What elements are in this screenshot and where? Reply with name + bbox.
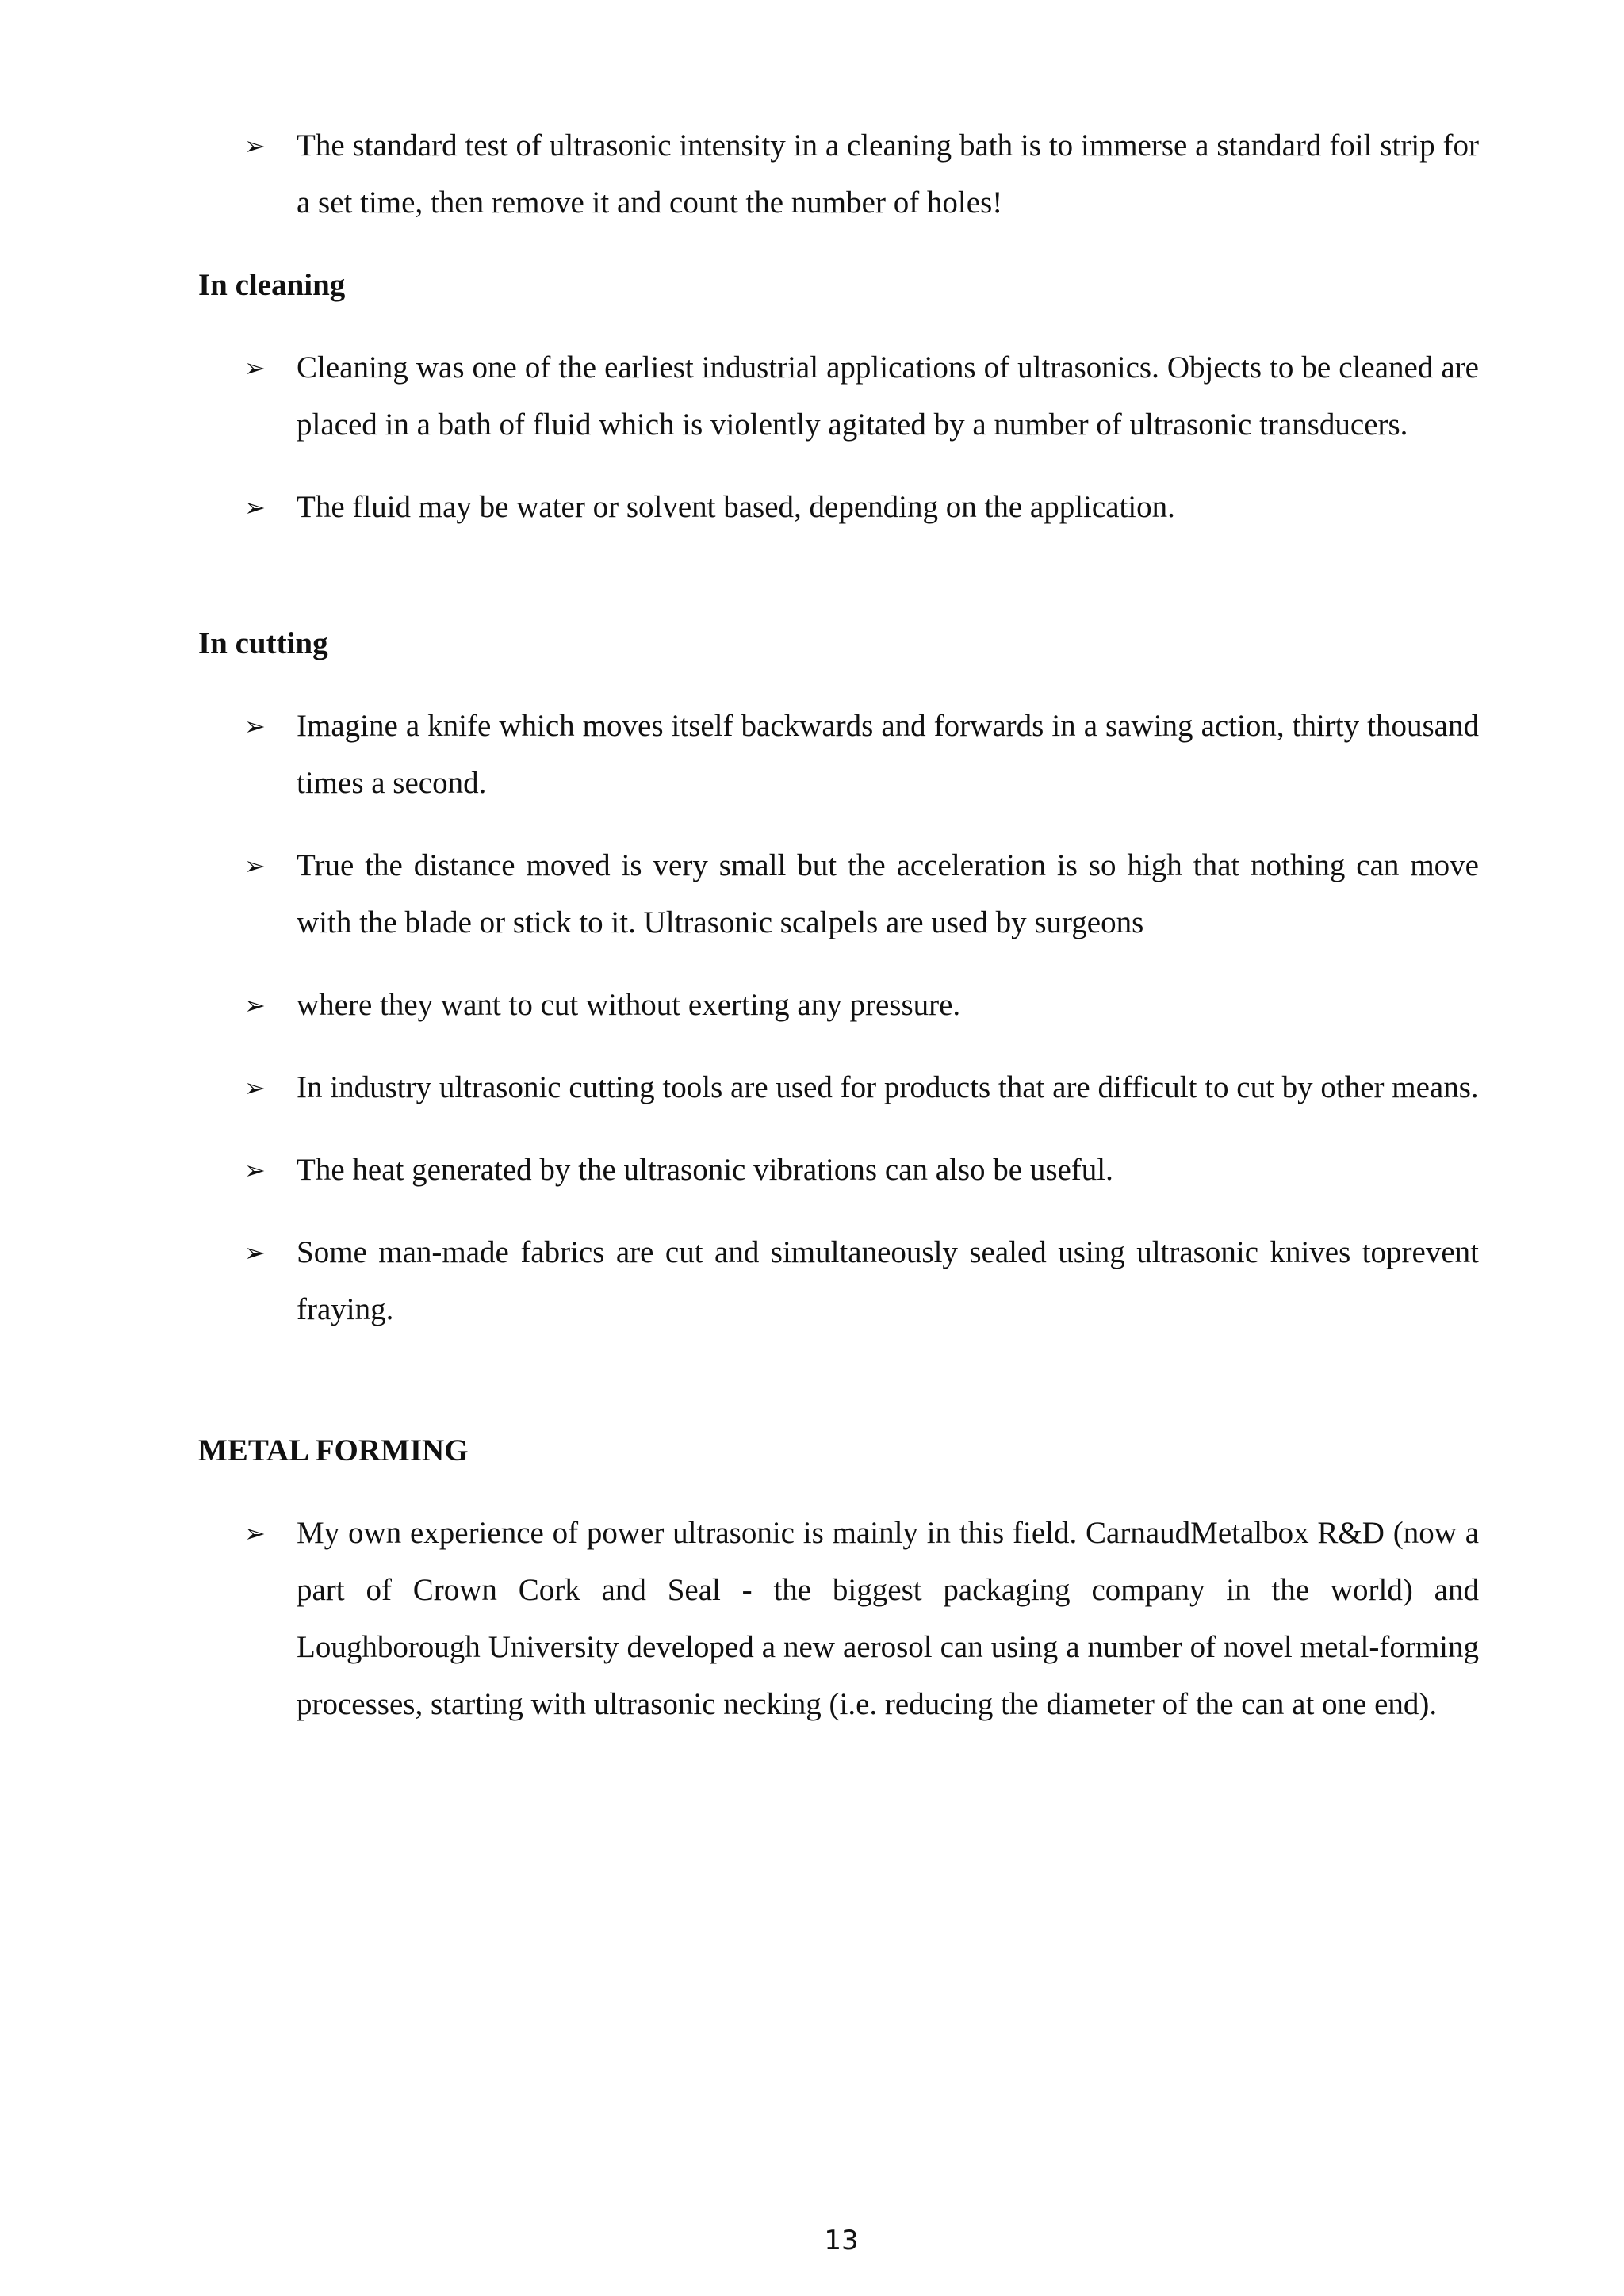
list-item-text: Cleaning was one of the earliest industrial applications of ultrasonics. Objects to be cleaned are placed in a bath of fluid which is violently agitated by a number of ultrasonic transducers. xyxy=(297,350,1479,442)
arrow-bullet-icon: ➢ xyxy=(244,1073,266,1103)
list-item-text: In industry ultrasonic cutting tools are used for products that are difficult to cut by other means. xyxy=(297,1070,1479,1104)
list-item-text: True the distance moved is very small but the acceleration is so high that nothing can move with the blade or stick to it. Ultrasonic scalpels are used by surgeons xyxy=(297,848,1479,939)
cutting-list xyxy=(198,698,1479,1338)
list-item xyxy=(198,339,1479,453)
list-item-text: My own experience of power ultrasonic is mainly in this field. CarnaudMetalbox R&D (now a part of Crown Cork and Seal - the biggest packaging company in the world) and Loughborough University developed a new aerosol can using a number of novel metal-forming processes, starting with ultrasonic necking (i.e. reducing the diameter of the can at one end). xyxy=(297,1516,1479,1721)
list-item-text: The standard test of ultrasonic intensity in a cleaning bath is to immerse a standard foil strip for a set time, then remove it and count the number of holes! xyxy=(297,128,1479,220)
list-item-text: Imagine a knife which moves itself backwards and forwards in a sawing action, thirty thousand times a second. xyxy=(297,709,1479,800)
list-item xyxy=(198,117,1479,232)
list-item-text: where they want to cut without exerting any pressure. xyxy=(297,988,961,1022)
metal-forming-list xyxy=(198,1505,1479,1733)
arrow-bullet-icon: ➢ xyxy=(244,492,266,522)
list-item xyxy=(198,1142,1479,1199)
list-item xyxy=(198,837,1479,951)
list-item xyxy=(198,1224,1479,1338)
list-item xyxy=(198,1059,1479,1116)
intro-list xyxy=(198,117,1479,232)
section-heading-cutting: In cutting xyxy=(198,626,328,660)
list-item-text: The heat generated by the ultrasonic vibrations can also be useful. xyxy=(297,1153,1113,1187)
arrow-bullet-icon: ➢ xyxy=(244,851,266,881)
arrow-bullet-icon: ➢ xyxy=(244,711,266,741)
arrow-bullet-icon: ➢ xyxy=(244,990,266,1020)
arrow-bullet-icon: ➢ xyxy=(244,353,266,383)
section-heading-metal-forming: METAL FORMING xyxy=(198,1433,469,1468)
list-item xyxy=(198,977,1479,1034)
page-number: 13 xyxy=(824,2225,859,2256)
arrow-bullet-icon: ➢ xyxy=(244,1518,266,1548)
list-item xyxy=(198,479,1479,536)
page-content xyxy=(198,117,1479,1733)
arrow-bullet-icon: ➢ xyxy=(244,1238,266,1268)
arrow-bullet-icon: ➢ xyxy=(244,131,266,161)
list-item-text: Some man-made fabrics are cut and simultaneously sealed using ultrasonic knives toprevent fraying. xyxy=(297,1235,1479,1326)
arrow-bullet-icon: ➢ xyxy=(244,1155,266,1185)
list-item xyxy=(198,698,1479,812)
cleaning-list xyxy=(198,339,1479,536)
section-heading-cleaning: In cleaning xyxy=(198,268,346,302)
list-item-text: The fluid may be water or solvent based, depending on the application. xyxy=(297,490,1175,524)
list-item xyxy=(198,1505,1479,1733)
